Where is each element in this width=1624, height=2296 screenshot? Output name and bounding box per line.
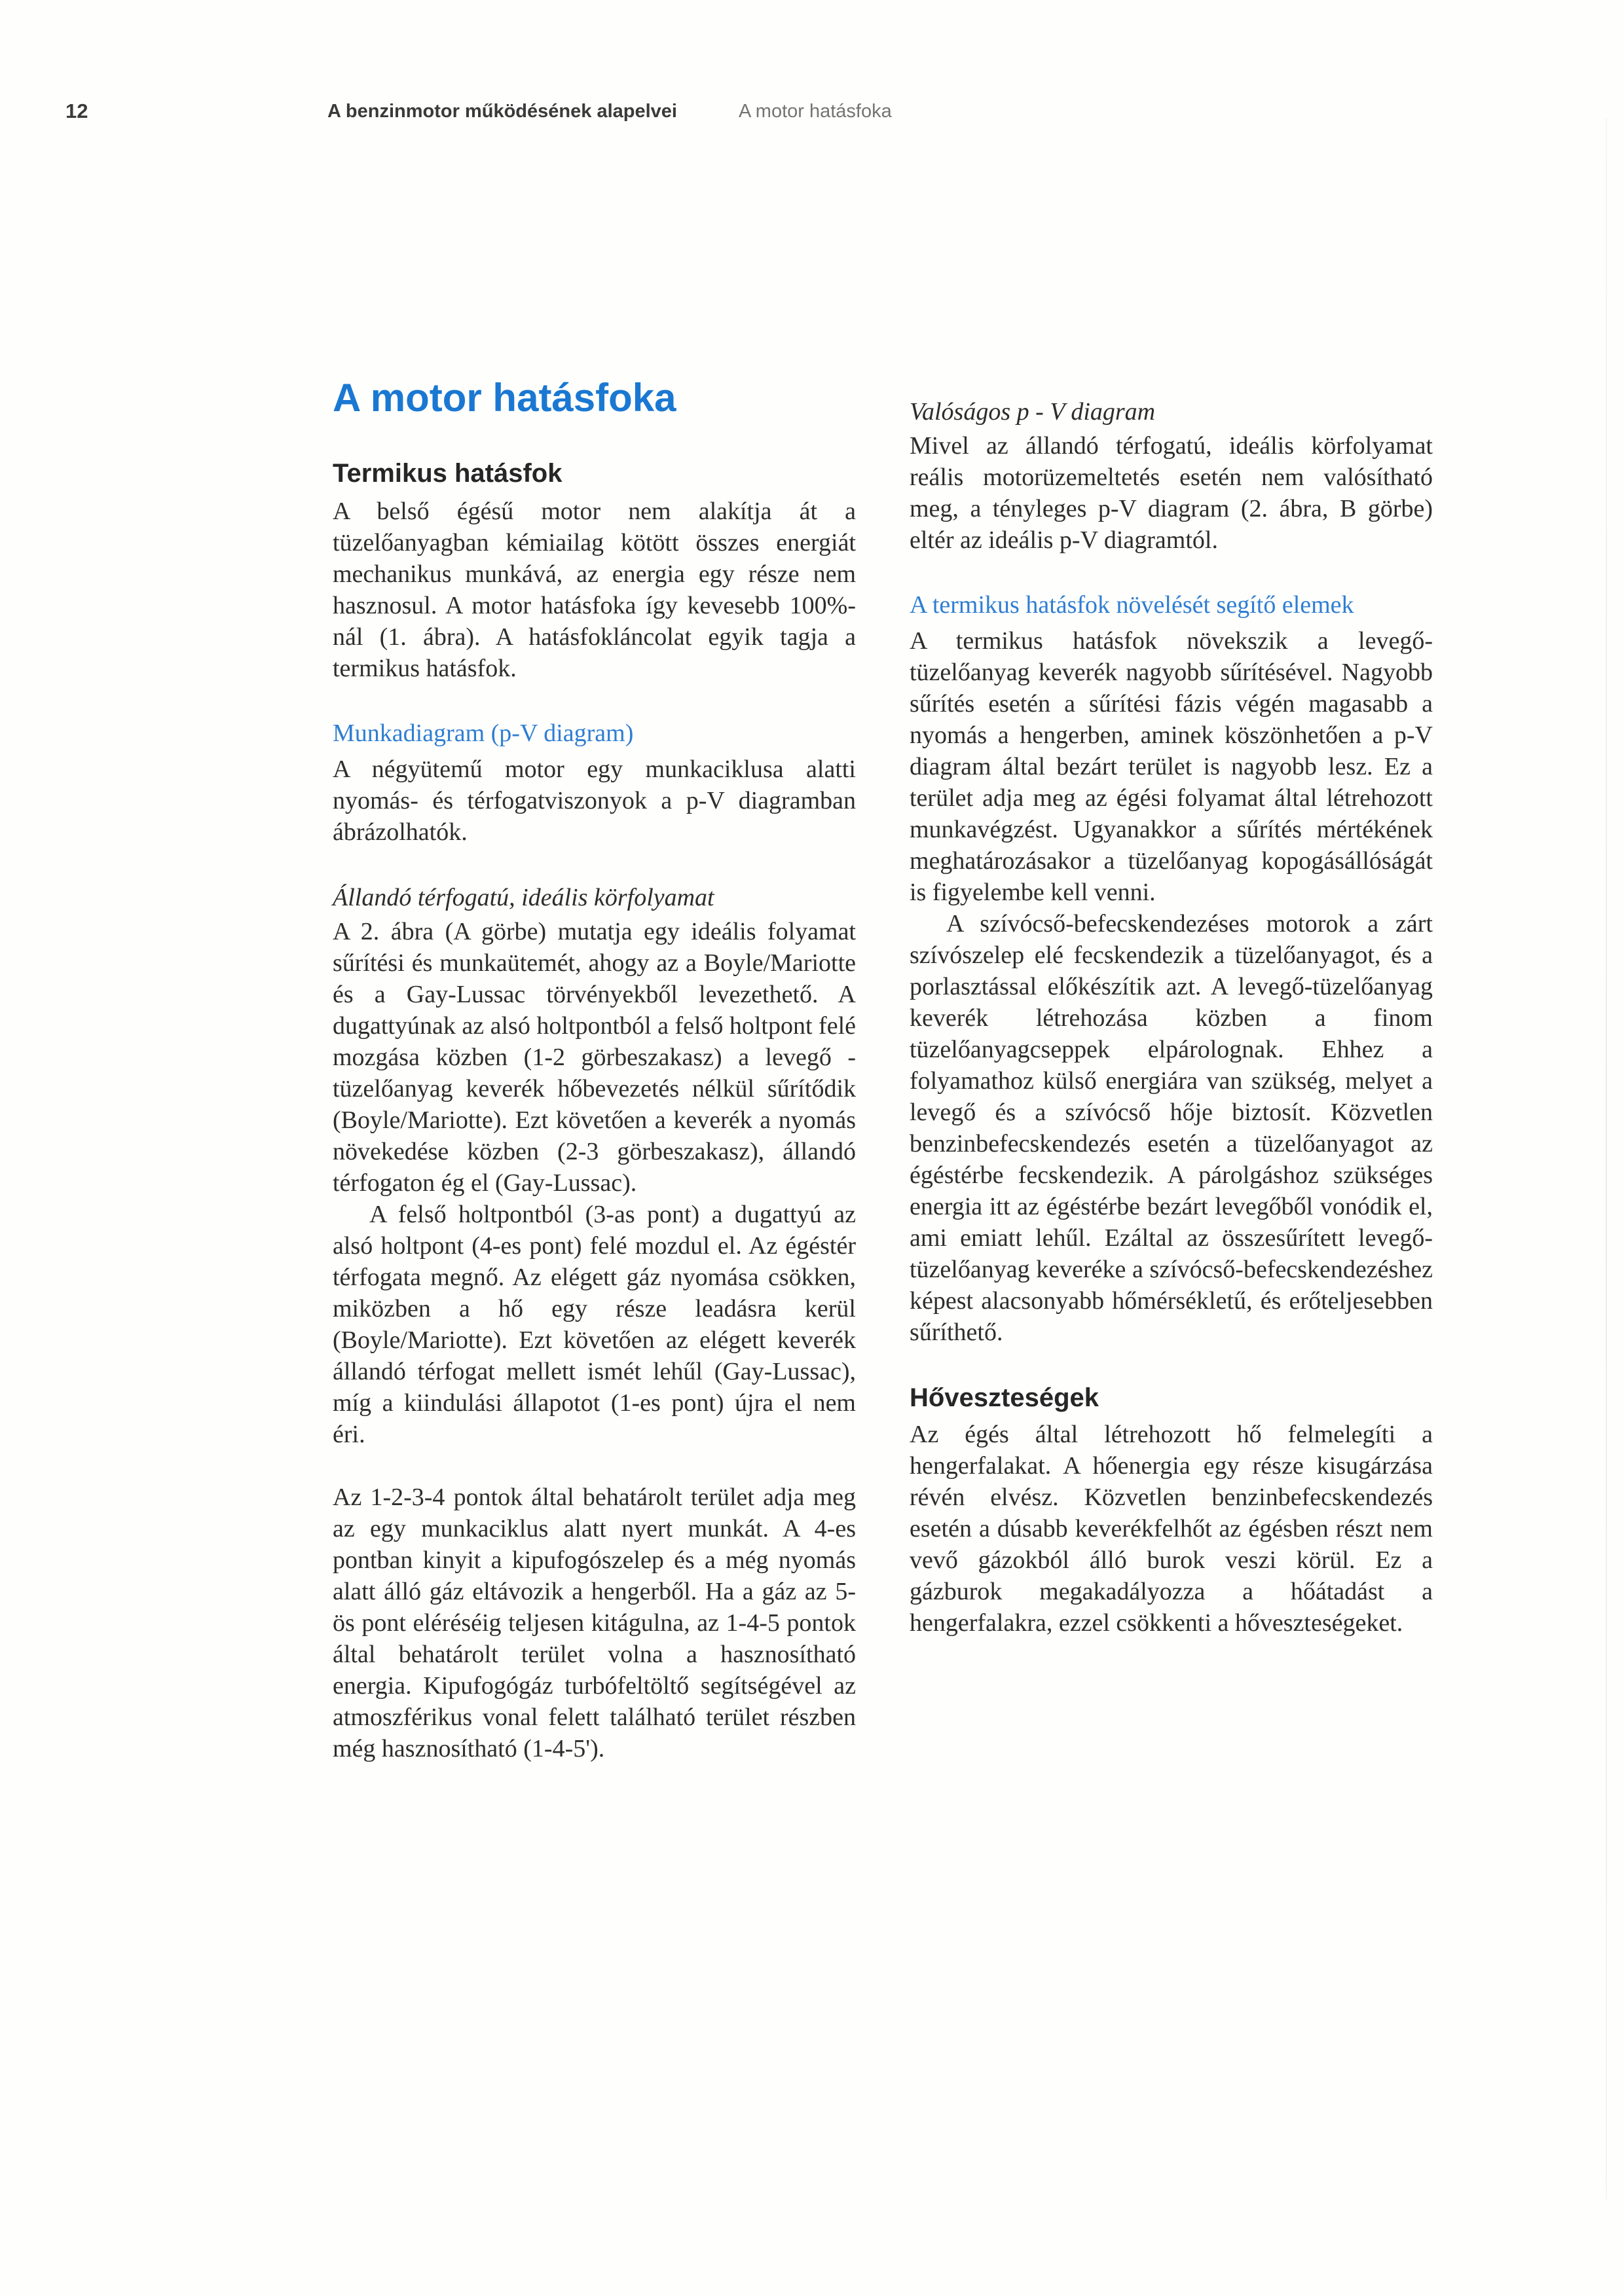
page-title: A motor hatásfoka (333, 376, 676, 420)
paragraph-ideal-cycle-3: Az 1-2-3-4 pontok által behatárolt terület adja meg az egy munkaciklus alatt nyert munkát. A 4-es pontban kinyit a kipufogószelep és a még nyomás alatt álló gáz eltávozik a hengerből. Ha a gáz az 5-ös pont eléréséig teljesen kitágulna, az 1-4-5 pontok által behatárolt terület volna a hasznosítható energia. Kipufogógáz turbófeltöltő segítségével az atmoszférikus vonal felett található terület részben még hasznosítható (1-4-5'). (333, 1484, 856, 1762)
paragraph-thermal-efficiency: A belső égésű motor nem alakítja át a tüzelőanyagban kémiailag kötött összes energiát mechanikus munkává, az energia egy része nem hasznosul. A motor hatásfoka így kevesebb 100%-nál (1. ábra). A hatásfokláncolat egyik tagja a termikus hatásfok. (333, 498, 856, 682)
chapter-title: A benzinmotor működésének alapelvei (327, 101, 677, 122)
subheading-efficiency-elements: A termikus hatásfok növelését segítő elemek (910, 591, 1354, 619)
paragraph-real-pv-diagram: Mivel az állandó térfogatú, ideális körfolyamat reális motorüzemeltetés esetén nem valósítható meg, a tényleges p-V diagram (2. ábra, B görbe) eltér az ideális p-V diagramtól. (910, 432, 1433, 554)
paragraph-efficiency-elements-1: A termikus hatásfok növekszik a levegő-tüzelőanyag keverék nagyobb sűrítésével. Nagyobb sűrítés esetén a sűrítési fázis végén magasabb a nyomás a hengerben, aminek köszönhetően a p-V diagram által bezárt terület is nagyobb lesz. Ez a terület adja meg az égési folyamat által létrehozott munkavégzést. Ugyanakkor a sűrítés mértékének meghatározásakor a tüzelőanyag kopogásállóságát is figyelembe kell venni. (910, 627, 1433, 906)
subheading-munkadiagram: Munkadiagram (p-V diagram) (333, 720, 634, 747)
subheading-real-pv-diagram: Valóságos p - V diagram (910, 398, 1156, 426)
page-edge-crease (1606, 118, 1607, 2200)
subheading-ideal-cycle: Állandó térfogatú, ideális körfolyamat (333, 884, 714, 911)
page-number: 12 (65, 100, 88, 122)
running-header (0, 97, 1624, 126)
paragraph-efficiency-elements-2: A szívócső-befecskendezéses motorok a zárt szívószelep elé fecskendezik a tüzelőanyagot, és a porlasztással előkészítik azt. A levegő-tüzelőanyag keverék létrehozása közben a finom tüzelőanyagcseppek elpárolognak. Ehhez a folyamathoz külső energiára van szükség, melyet a levegő és a szívócső hője biztosít. Közvetlen benzinbefecskendezés esetén a tüzelőanyagot az égéstérbe fecskendezik. A párolgáshoz szükséges energia itt az égéstérbe bezárt levegőből vonódik el, ami emiatt lehűl. Ezáltal az összesűrített levegő-tüzelőanyag keveréke a szívócső-befecskendezéshez képest alacsonyabb hőmérsékletű, és erőteljesebben sűríthető. (910, 910, 1433, 1346)
paragraph-ideal-cycle-2: A felső holtpontból (3-as pont) a dugattyú az alsó holtpont (4-es pont) felé mozdul el. Az égéstér térfogata megnő. Az elégett gáz nyomása csökken, miközben a hő egy része leadásra kerül (Boyle/Mariotte). Ezt követően az elégett keverék állandó térfogat mellett ismét lehűl (Gay-Lussac), míg a kiindulási állapotot (1-es pont) újra el nem éri. (333, 1201, 856, 1448)
paragraph-ideal-cycle-1: A 2. ábra (A görbe) mutatja egy ideális folyamat sűrítési és munkaütemét, ahogy az a Boyle/Mariotte és a Gay-Lussac törvényekből levezethető. A dugattyúnak az alsó holtpontból a felső holtpont felé mozgása közben (1-2 görbeszakasz) a levegő - tüzelőanyag keverék hőbevezetés nélkül sűrítődik (Boyle/Mariotte). Ezt követően a keverék a nyomás növekedése közben (2-3 görbeszakasz), állandó térfogaton ég el (Gay-Lussac). (333, 918, 856, 1197)
heading-hovesztesegek: Hőveszteségek (910, 1383, 1099, 1412)
paragraph-heat-losses: Az égés által létrehozott hő felmelegíti a hengerfalakat. A hőenergia egy része kisugárzása révén elvész. Közvetlen benzinbefecskendezés esetén a dúsabb keverékfelhőt az égésben részt nem vevő gázokból álló burok veszi körül. Ez a gázburok megakadályozza a hőátadást a hengerfalakra, ezzel csökkenti a hőveszteségeket. (910, 1421, 1433, 1637)
right-column (910, 376, 1433, 1764)
left-column (333, 376, 856, 1764)
heading-termikus-hatasfok: Termikus hatásfok (333, 459, 563, 488)
page-content (333, 376, 1433, 1764)
paragraph-workdiagram: A négyütemű motor egy munkaciklusa alatti nyomás- és térfogatviszonyok a p-V diagramban ábrázolhatók. (333, 756, 856, 846)
section-title: A motor hatásfoka (739, 101, 892, 122)
